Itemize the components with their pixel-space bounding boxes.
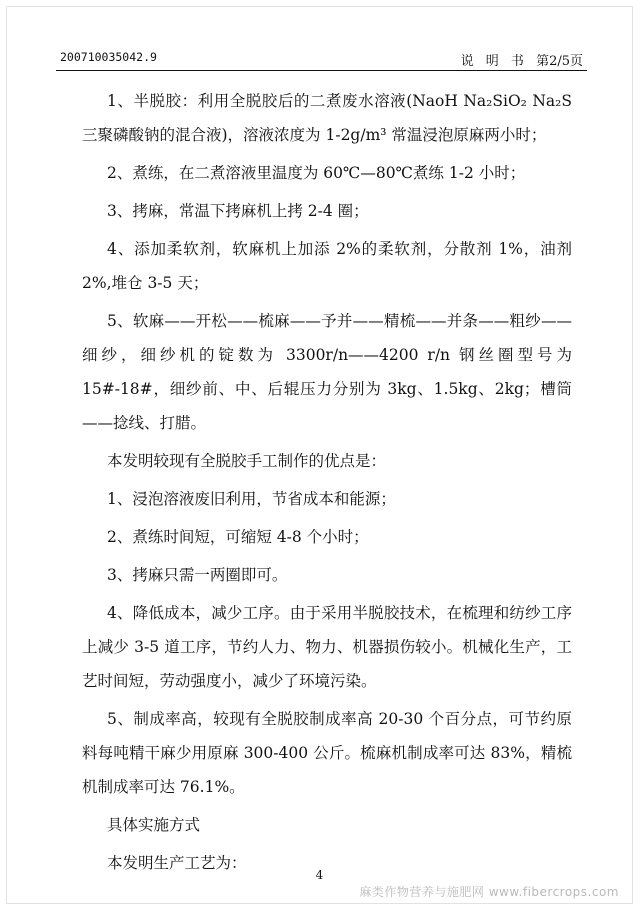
advantage-2: 2、煮练时间短，可缩短 4-8 个小时； xyxy=(107,528,369,546)
header-rule xyxy=(56,70,587,71)
process-intro: 本发明生产工艺为： xyxy=(107,854,247,872)
paragraph-step-3: 3、拷麻，常温下拷麻机上拷 2-4 圈； xyxy=(107,202,369,220)
advantage-4: 4、降低成本，减少工序。由于采用半脱胶技术，在梳理和纺纱工序上减少 3-5 道工序，节约人力、物力、机器损伤较小。机械化生产，工艺时间短，劳动强度小，减少了环境污染。 xyxy=(82,604,572,690)
paragraph-step-2: 2、煮练，在二煮溶液里温度为 60℃—80℃煮练 1-2 小时； xyxy=(107,164,526,182)
page-label: 第2/5页 xyxy=(536,54,583,69)
doc-type-char: 说 xyxy=(460,54,474,69)
advantage-5: 5、制成率高，较现有全脱胶制成率高 20-30 个百分点，可节约原料每吨精干麻少用原麻 300-400 公斤。梳麻机制成率可达 83%，精梳机制成率可达 76.1%。 xyxy=(82,710,572,796)
document-body xyxy=(82,84,577,884)
page-number: 4 xyxy=(315,868,324,882)
site-watermark: 麻类作物营养与施肥网 www.fibercrops.com xyxy=(359,885,619,899)
advantage-3: 3、拷麻只需一两圈即可。 xyxy=(107,566,288,584)
doc-type-char: 书 xyxy=(510,54,524,69)
document-type xyxy=(453,50,583,69)
page-header xyxy=(60,50,583,69)
section-heading-embodiment: 具体实施方式 xyxy=(107,816,201,834)
paragraph-step-1: 1、半脱胶：利用全脱胶后的二煮废水溶液(NaoH Na₂SiO₂ Na₂S 三聚磷酸钠的混合液)，溶液浓度为 1-2g/m³ 常温浸泡原麻两小时； xyxy=(82,92,577,144)
paragraph-step-4: 4、添加柔软剂，软麻机上加添 2%的柔软剂，分散剂 1%，油剂 2%,堆仓 3-5 天； xyxy=(82,240,577,292)
advantage-1: 1、浸泡溶液废旧利用，节省成本和能源； xyxy=(107,490,396,508)
paragraph-step-5: 5、软麻——开松——梳麻——予并——精梳——并条——粗纱——细纱，细纱机的锭数为 3300r/n——4200 r/n 钢丝圈型号为 15#-18#，细纱前、中、后辊压力分别为 3kg、1.5kg、2kg；槽筒——捻线、打腊。 xyxy=(82,312,577,432)
patent-number: 200710035042.9 xyxy=(60,50,157,64)
doc-type-char: 明 xyxy=(485,54,499,69)
advantages-heading: 本发明较现有全脱胶手工制作的优点是： xyxy=(107,452,387,470)
